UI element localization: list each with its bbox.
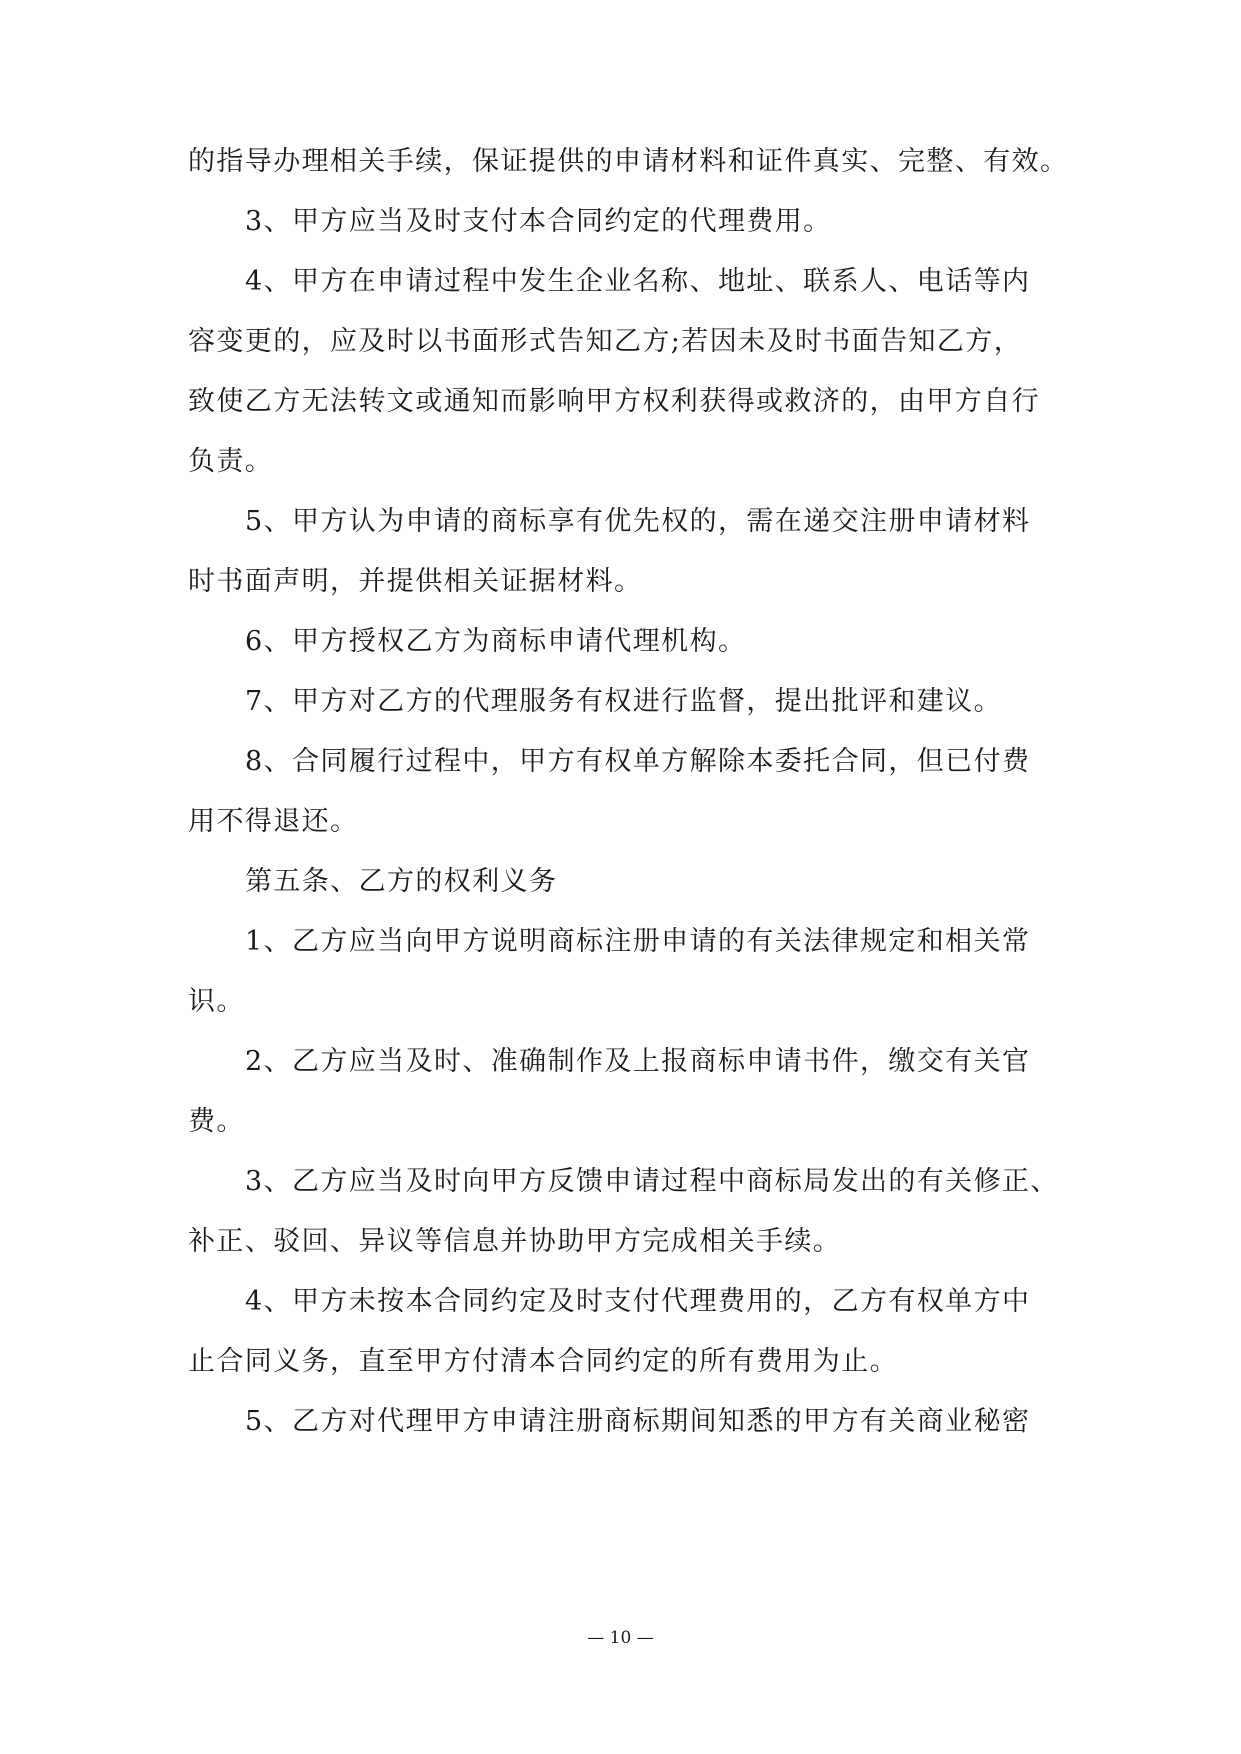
text-line: 5、甲方认为申请的商标享有优先权的，需在递交注册申请材料 xyxy=(245,506,1031,537)
text-line: 1、乙方应当向甲方说明商标注册申请的有关法律规定和相关常 xyxy=(245,926,1031,957)
text-line: 费。 xyxy=(188,1106,245,1137)
text-line: 5、乙方对代理甲方申请注册商标期间知悉的甲方有关商业秘密 xyxy=(245,1406,1031,1437)
section-heading: 第五条、乙方的权利义务 xyxy=(245,866,558,897)
text-line: 4、甲方在申请过程中发生企业名称、地址、联系人、电话等内 xyxy=(245,266,1031,297)
text-line: 8、合同履行过程中，甲方有权单方解除本委托合同，但已付费 xyxy=(245,746,1031,777)
text-line: 时书面声明，并提供相关证据材料。 xyxy=(188,566,643,597)
text-line: 补正、驳回、异议等信息并协助甲方完成相关手续。 xyxy=(188,1226,842,1257)
text-line: 的指导办理相关手续，保证提供的申请材料和证件真实、完整、有效。 xyxy=(188,146,1069,177)
text-line: 3、甲方应当及时支付本合同约定的代理费用。 xyxy=(245,206,832,237)
text-line: 容变更的，应及时以书面形式告知乙方;若因未及时书面告知乙方， xyxy=(188,326,1023,357)
page-number: — 10 — xyxy=(587,1628,654,1648)
text-line: 3、乙方应当及时向甲方反馈申请过程中商标局发出的有关修正、 xyxy=(245,1166,1059,1197)
text-line: 4、甲方未按本合同约定及时支付代理费用的，乙方有权单方中 xyxy=(245,1286,1031,1317)
text-line: 用不得退还。 xyxy=(188,806,359,837)
text-line: 致使乙方无法转文或通知而影响甲方权利获得或救济的，由甲方自行 xyxy=(188,386,1040,417)
text-line: 识。 xyxy=(188,986,245,1017)
text-line: 负责。 xyxy=(188,446,274,477)
text-line: 止合同义务，直至甲方付清本合同约定的所有费用为止。 xyxy=(188,1346,898,1377)
text-line: 2、乙方应当及时、准确制作及上报商标申请书件，缴交有关官 xyxy=(245,1046,1031,1077)
text-line: 6、甲方授权乙方为商标申请代理机构。 xyxy=(245,626,747,657)
text-line: 7、甲方对乙方的代理服务有权进行监督，提出批评和建议。 xyxy=(245,686,1002,717)
